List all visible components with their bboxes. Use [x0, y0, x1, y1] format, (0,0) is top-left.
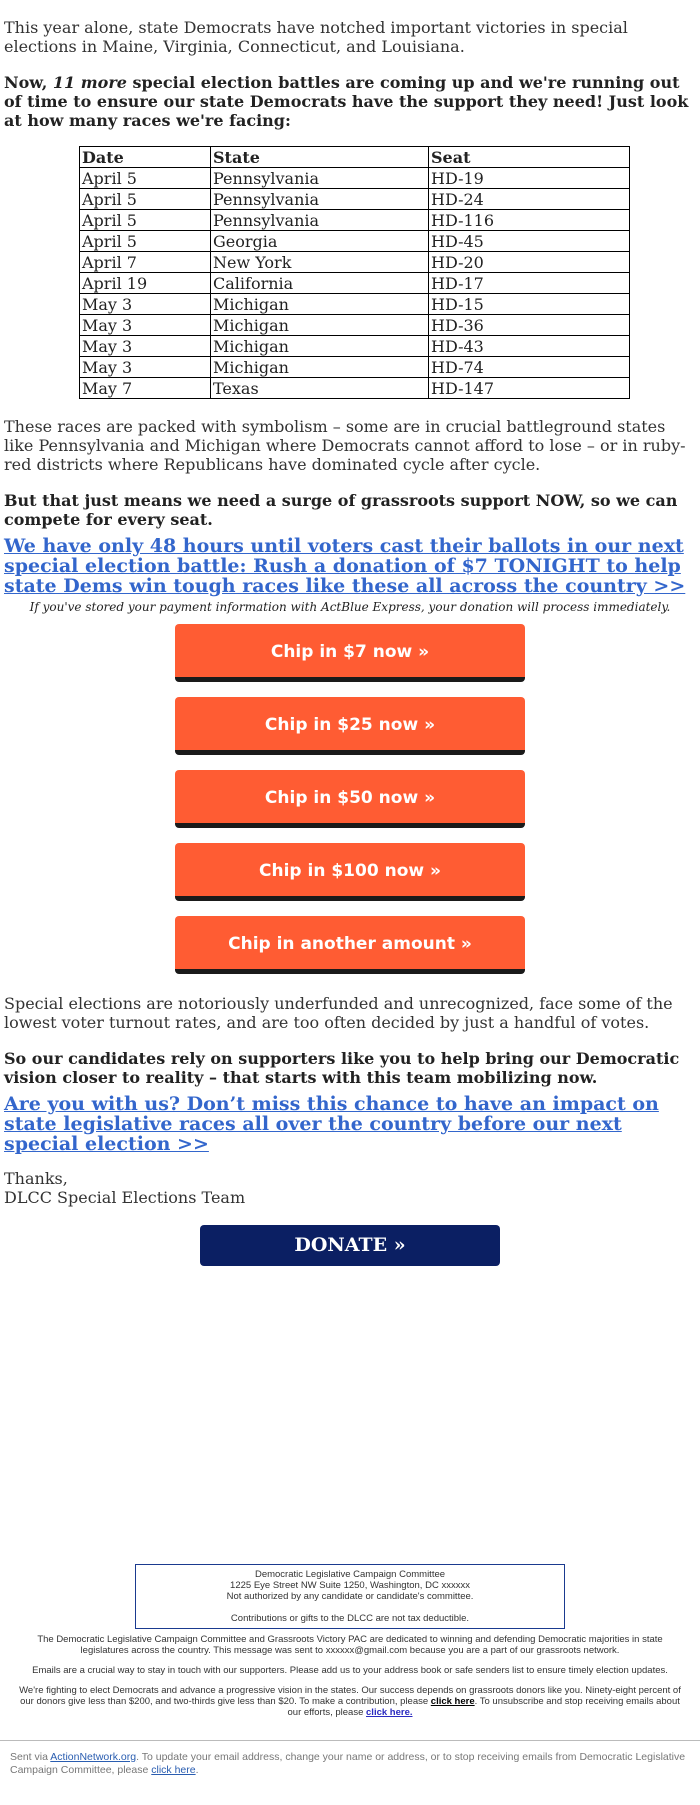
paragraph-surge: But that just means we need a surge of grassroots support NOW, so we can compete for every seat.: [4, 491, 678, 529]
cell-seat: HD-36: [429, 315, 630, 336]
cell-state: Pennsylvania: [211, 210, 429, 231]
donate-button[interactable]: DONATE »: [200, 1225, 500, 1266]
footer-unsubscribe-text: . To unsubscribe and stop receiving emails about our efforts, please: [287, 1696, 680, 1718]
table-row: [80, 252, 630, 273]
unsubscribe-link[interactable]: click here.: [366, 1707, 413, 1718]
cell-date: April 7: [80, 252, 211, 273]
chip-in-50-button[interactable]: Chip in $50 now »: [175, 770, 525, 828]
footer-address-box: [135, 1564, 565, 1629]
races-table: [79, 146, 630, 399]
cell-seat: HD-116: [429, 210, 630, 231]
paragraph-underfunded: Special elections are notoriously underfunded and unrecognized, face some of the lowest voter turnout rates, and are too often decided by just a handful of votes.: [4, 994, 673, 1032]
sent-via-end: .: [195, 1764, 199, 1776]
cell-state: Pennsylvania: [211, 189, 429, 210]
cell-date: April 5: [80, 231, 211, 252]
chip-in-other-amount-button[interactable]: Chip in another amount »: [175, 916, 525, 974]
cell-state: Michigan: [211, 336, 429, 357]
table-row: [80, 189, 630, 210]
cell-date: May 3: [80, 294, 211, 315]
cell-state: Michigan: [211, 357, 429, 378]
donate-link-are-you-with-us[interactable]: Are you with us? Don’t miss this chance to have an impact on state legislative races all over the country before our next special election >>: [4, 1093, 659, 1155]
cell-date: April 5: [80, 168, 211, 189]
intro-paragraph-1: This year alone, state Democrats have notched important victories in special elections in Maine, Virginia, Connecticut, and Louisiana.: [4, 18, 628, 56]
table-row: [80, 378, 630, 399]
sent-via-note: [0, 1751, 700, 1777]
actionnetwork-link[interactable]: ActionNetwork.org: [50, 1751, 137, 1763]
cell-date: April 19: [80, 273, 211, 294]
footer-org-name: Democratic Legislative Campaign Committee: [254, 1569, 446, 1580]
footer-tax-note: Contributions or gifts to the DLCC are not tax deductible.: [230, 1613, 470, 1624]
contribute-link[interactable]: click here: [430, 1696, 475, 1707]
table-row: [80, 357, 630, 378]
table-row: [80, 168, 630, 189]
cell-seat: HD-74: [429, 357, 630, 378]
footer-disclaimer: Not authorized by any candidate or candidate's committee.: [226, 1591, 474, 1602]
intro-para2-pre: Now,: [4, 73, 53, 92]
actblue-note: If you've stored your payment information with ActBlue Express, your donation will process immediately.: [29, 600, 671, 614]
intro-para2-post: special election battles are coming up and we're running out of time to ensure our state Democrats have the support they need! Just look at how many races we're facing:: [4, 73, 689, 130]
cell-date: May 3: [80, 315, 211, 336]
update-email-link[interactable]: click here: [151, 1764, 196, 1776]
cell-seat: HD-147: [429, 378, 630, 399]
chip-in-100-button[interactable]: Chip in $100 now »: [175, 843, 525, 901]
cell-state: Michigan: [211, 294, 429, 315]
cell-state: Georgia: [211, 231, 429, 252]
footer-address-book-note: Emails are a crucial way to stay in touch with our supporters. Please add us to your address book or safe senders list to ensure timely election updates.: [32, 1665, 668, 1676]
header-state: State: [211, 147, 429, 168]
cell-date: May 7: [80, 378, 211, 399]
footer-address: 1225 Eye Street NW Suite 1250, Washington, DC xxxxxx: [230, 1580, 470, 1591]
intro-paragraph-2: [4, 73, 696, 130]
cell-seat: HD-20: [429, 252, 630, 273]
sent-via-text: . To update your email address, change your name or address, or to stop receiving emails from Democratic Legislative Campaign Committee, please: [10, 1751, 686, 1776]
cell-state: Michigan: [211, 315, 429, 336]
sent-via-pre: Sent via: [10, 1751, 48, 1763]
cell-seat: HD-17: [429, 273, 630, 294]
header-date: Date: [80, 147, 211, 168]
cell-date: April 5: [80, 210, 211, 231]
table-row: [80, 336, 630, 357]
cell-seat: HD-43: [429, 336, 630, 357]
donate-link-48-hours[interactable]: We have only 48 hours until voters cast their ballots in our next special election battle: Rush a donation of $7 TONIGHT to help state Dems win tough races like these all across the country >>: [4, 535, 686, 597]
footer-mission: The Democratic Legislative Campaign Committee and Grassroots Victory PAC are dedicated to winning and defending Democratic majorities in state legislatures across the country. This message was sent to xxxxxx@gmail.com because you are a part of our grassroots network.: [37, 1634, 663, 1656]
table-row: [80, 210, 630, 231]
cell-date: May 3: [80, 336, 211, 357]
cell-date: April 5: [80, 189, 211, 210]
table-row: [80, 231, 630, 252]
cell-state: California: [211, 273, 429, 294]
cell-seat: HD-24: [429, 189, 630, 210]
cell-seat: HD-45: [429, 231, 630, 252]
table-row: [80, 315, 630, 336]
cell-date: May 3: [80, 357, 211, 378]
chip-in-7-button[interactable]: Chip in $7 now »: [175, 624, 525, 682]
footer-contribution-text: We're fighting to elect Democrats and advance a progressive vision in the states. Our success depends on grassroots donors like you. Ninety-eight percent of our donors give less than $200, and two-thirds give less than $20. To make a contribution, please: [19, 1685, 681, 1707]
footer-contribution-note: [14, 1685, 686, 1718]
cell-seat: HD-19: [429, 168, 630, 189]
table-row: [80, 294, 630, 315]
header-seat: Seat: [429, 147, 630, 168]
cell-seat: HD-15: [429, 294, 630, 315]
intro-para2-emphasis: 11 more: [52, 73, 127, 92]
cell-state: Texas: [211, 378, 429, 399]
signature-text: DLCC Special Elections Team: [4, 1188, 246, 1207]
cell-state: New York: [211, 252, 429, 273]
thanks-text: Thanks,: [4, 1169, 68, 1188]
table-header-row: [80, 147, 630, 168]
paragraph-symbolism: These races are packed with symbolism – some are in crucial battleground states like Pennsylvania and Michigan where Democrats cannot afford to lose – or in ruby-red districts where Republicans have dominated cycle after cycle.: [4, 417, 686, 474]
table-row: [80, 273, 630, 294]
chip-in-25-button[interactable]: Chip in $25 now »: [175, 697, 525, 755]
cell-state: Pennsylvania: [211, 168, 429, 189]
paragraph-candidates-rely: So our candidates rely on supporters like you to help bring our Democratic vision closer to reality – that starts with this team mobilizing now.: [4, 1049, 680, 1087]
